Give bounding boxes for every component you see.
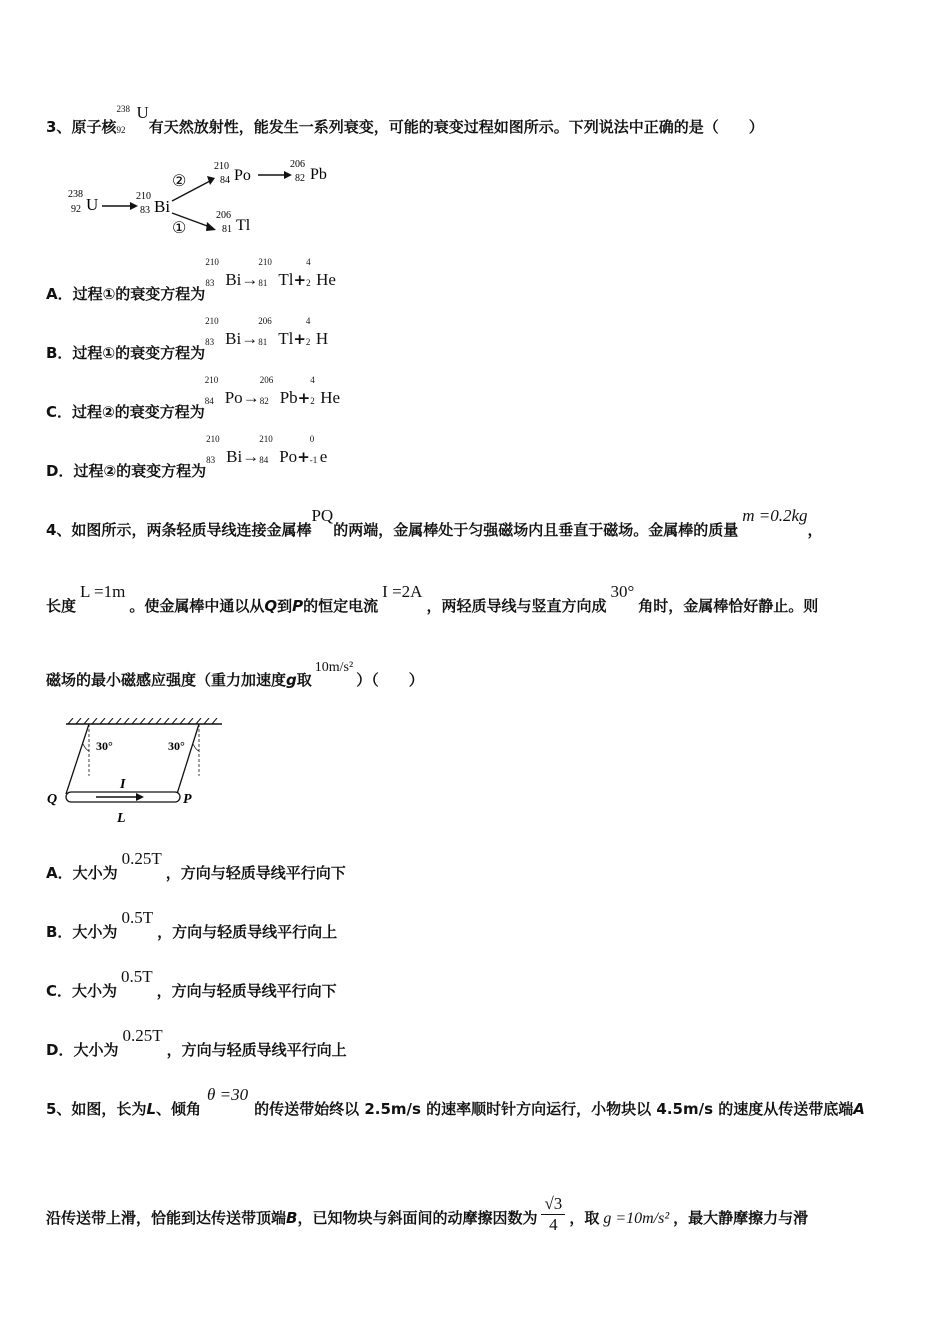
u-mass: 238 — [68, 189, 83, 200]
u-z: 92 — [71, 204, 81, 215]
po-mass: 210 — [214, 161, 229, 172]
path-2-marker: ② — [172, 173, 187, 190]
q4-option-b[interactable]: B．大小为0.5T，方向与轻质导线平行向上 — [46, 908, 338, 941]
bi-mass: 210 — [136, 191, 151, 202]
fraction: $\frac{√3}{4}$ — [541, 1194, 565, 1235]
tl-z: 81 — [222, 224, 232, 235]
tl-symbol: Tl — [236, 217, 251, 234]
q4-option-a[interactable]: A．大小为0.25T，方向与轻质导线平行向下 — [46, 849, 346, 882]
left-angle-label: 30° — [96, 739, 113, 753]
bi-symbol: Bi — [154, 197, 171, 216]
length-label: L — [117, 811, 126, 826]
p-label: P — [183, 792, 192, 807]
decay-diagram — [62, 155, 362, 240]
q4-option-d[interactable]: D．大小为0.25T，方向与轻质导线平行向上 — [46, 1026, 347, 1059]
po-z: 84 — [220, 175, 230, 186]
q3-option-c[interactable]: C．过程②的衰变方程为 210 84 Po→ 206 82 Pb+ 4 2 He — [46, 375, 341, 421]
q5-stem-line2: 沿传送带上滑，恰能到达传送带顶端B，已知物块与斜面间的动摩擦因数为 $\frac{√3}{4}$ ，取 g =10m/s² ，最大静摩擦力与滑 — [46, 1194, 809, 1234]
pb-symbol: Pb — [310, 166, 327, 183]
q4-option-c[interactable]: C．大小为0.5T，方向与轻质导线平行向下 — [46, 967, 337, 1000]
current-label: I — [120, 777, 126, 792]
q4-stem-line3: 磁场的最小磁感应强度（重力加速度g取10m/s²）（ ） — [46, 660, 424, 689]
tl-mass: 206 — [216, 210, 231, 221]
po-symbol: Po — [234, 167, 251, 184]
q3-option-a[interactable]: A．过程①的衰变方程为 210 83 Bi→ 210 81 Tl+ 4 2 He — [46, 257, 336, 303]
bi-z: 83 — [140, 205, 150, 216]
rod-figure — [44, 718, 234, 828]
nuclide-u238: 238 92 U — [116, 103, 149, 135]
path-1-marker: ① — [172, 220, 187, 237]
q3-option-d[interactable]: D．过程②的衰变方程为 210 83 Bi→ 210 84 Po+ 0 -1 e — [46, 434, 328, 480]
q4-stem-line2: 长度L =1m。使金属棒中通以从Q到P的恒定电流I =2A，两轻质导线与竖直方向成30°角时，金属棒恰好静止。则 — [46, 582, 819, 615]
pb-mass: 206 — [290, 159, 305, 170]
right-angle-label: 30° — [168, 739, 185, 753]
q4-stem-line1: 4、如图所示，两条轻质导线连接金属棒PQ的两端，金属棒处于匀强磁场内且垂直于磁场。金属棒的质量m =0.2kg， — [46, 506, 823, 539]
q3-option-b[interactable]: B．过程①的衰变方程为 210 83 Bi→ 206 81 Tl+ 4 2 H — [46, 316, 329, 362]
pb-z: 82 — [295, 173, 305, 184]
q-label: Q — [47, 792, 58, 807]
q5-stem-line1: 5、如图，长为L、倾角θ =30的传送带始终以 2.5m/s 的速率顺时针方向运行，小物块以 4.5m/s 的速度从传送带底端A — [46, 1085, 865, 1118]
u-symbol: U — [86, 195, 99, 214]
q3-stem: 3、原子核 238 92 U有天然放射性，能发生一系列衰变，可能的衰变过程如图所示。下列说法中正确的是（ ） — [46, 103, 764, 136]
